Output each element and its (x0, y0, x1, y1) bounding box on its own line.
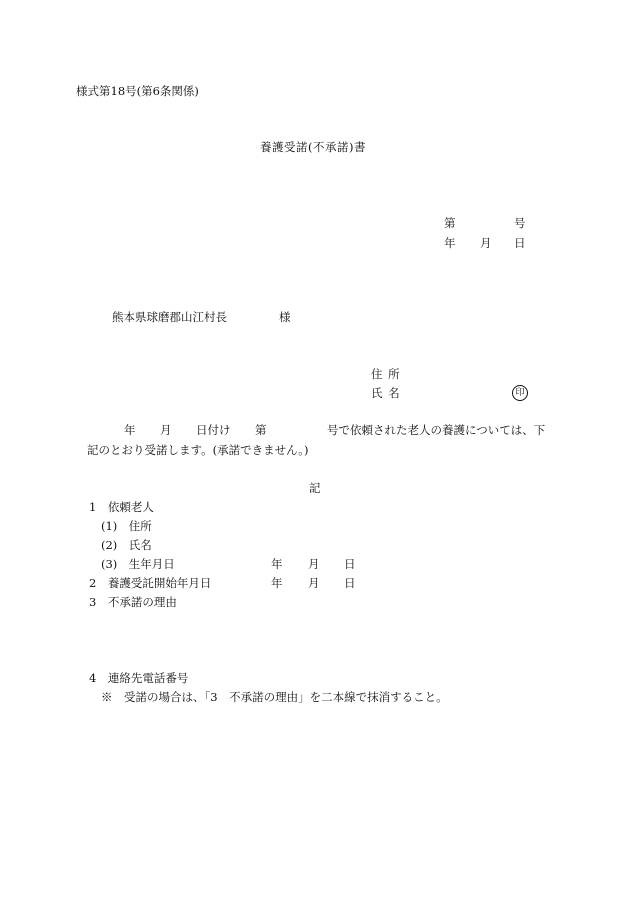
item-contact-phone: 4 連絡先電話番号 (89, 671, 189, 685)
sender-address-label: 住 所 (371, 367, 401, 381)
item-requested-elder: 1 依頼老人 (89, 500, 154, 514)
date-day-label: 日 (514, 236, 526, 250)
start-day-label: 日 (344, 576, 356, 590)
subitem-birthdate: (3) 生年月日 (101, 557, 175, 571)
ki-heading: 記 (309, 481, 321, 495)
item-care-start-date: 2 養護受託開始年月日 (89, 576, 212, 590)
doc-number-suffix: 号 (514, 216, 526, 230)
footnote: ※ 受諾の場合は、「3 不承諾の理由」を二本線で抹消すること。 (101, 690, 448, 704)
body-number-prefix: 第 (255, 423, 267, 437)
birthdate-day-label: 日 (344, 557, 356, 571)
subitem-address: (1) 住所 (101, 519, 152, 533)
body-month-label: 月 (160, 423, 172, 437)
item-refusal-reason: 3 不承諾の理由 (89, 595, 177, 609)
date-month-label: 月 (480, 236, 492, 250)
subitem-name: (2) 氏名 (101, 538, 152, 552)
start-year-label: 年 (271, 576, 283, 590)
seal-icon: 印 (512, 385, 528, 401)
body-date-suffix: 日付け (196, 423, 231, 437)
date-year-label: 年 (444, 236, 456, 250)
birthdate-month-label: 月 (308, 557, 320, 571)
addressee-honorific: 様 (279, 310, 291, 324)
body-year-label: 年 (124, 423, 136, 437)
sender-name-label: 氏 名 (371, 386, 401, 400)
start-month-label: 月 (308, 576, 320, 590)
addressee-name: 熊本県球磨郡山江村長 (112, 310, 227, 324)
birthdate-year-label: 年 (271, 557, 283, 571)
doc-number-prefix: 第 (444, 216, 456, 230)
body-text-rest: 号で依頼された老人の養護については、下 (327, 423, 546, 437)
body-line-2: 記のとおり受諾します。(承諾できません。) (87, 443, 309, 457)
document-title: 養護受諾(不承諾)書 (260, 140, 366, 154)
form-number: 様式第18号(第6条関係) (76, 84, 199, 98)
